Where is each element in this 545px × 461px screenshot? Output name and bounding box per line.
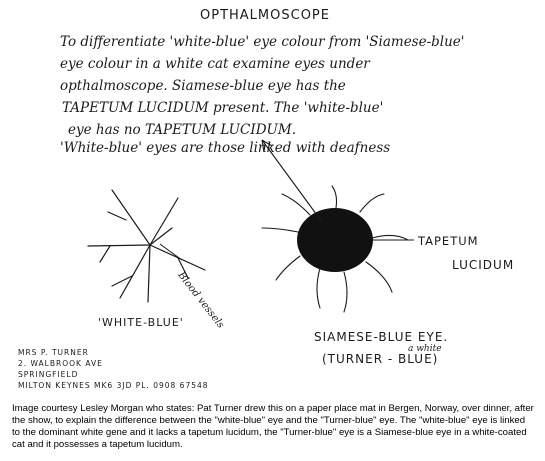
note-line-3: opthalmoscope. Siamese-blue eye has the (60, 78, 346, 94)
note-line-2: eye colour in a white cat examine eyes under (60, 56, 370, 72)
address-line-3: SPRINGFIELD (18, 370, 79, 379)
siamese-blue-eye (262, 186, 408, 312)
white-blue-label: 'WHITE-BLUE' (98, 316, 184, 329)
address-line-2: 2. WALBROOK AVE (18, 359, 103, 368)
note-line-1: To differentiate 'white-blue' eye colour from 'Siamese-blue' (60, 34, 465, 50)
address-line-1: MRS P. TURNER (18, 348, 89, 357)
note-title: OPTHALMOSCOPE (200, 8, 330, 23)
siamese-blue-label: SIAMESE-BLUE EYE. (314, 330, 449, 344)
image-caption: Image courtesy Lesley Morgan who states: Pat Turner drew this on a paper place mat in Bergen, Norway, over dinner, after the show, to explain the difference between the "white-blue" eye and the "Turner-blue" eye. The "white-blue" eye is linked to the dominant white gene and it lacks a tapetum lucidum, the "Turner-blue" eye is a Siamese-blue eye in a white-coated cat and it possesses a tapetum lucidum. (12, 403, 534, 450)
blood-vessels-label: Blood vessels (175, 270, 227, 331)
note-line-4: TAPETUM LUCIDUM present. The 'white-blue' (62, 100, 384, 116)
note-line-5: eye has no TAPETUM LUCIDUM. (68, 122, 297, 138)
address-line-4: MILTON KEYNES MK6 3JD PL. 0908 67548 (18, 381, 209, 390)
turner-blue-label: (TURNER - BLUE) (322, 352, 439, 366)
siamese-sub-label: a white (408, 344, 442, 354)
tapetum-label: TAPETUM (418, 234, 479, 248)
lucidum-label: LUCIDUM (452, 258, 515, 272)
note-line-6: 'White-blue' eyes are those linked with deafness (60, 140, 391, 156)
blood-vessels-pointer (160, 244, 182, 260)
